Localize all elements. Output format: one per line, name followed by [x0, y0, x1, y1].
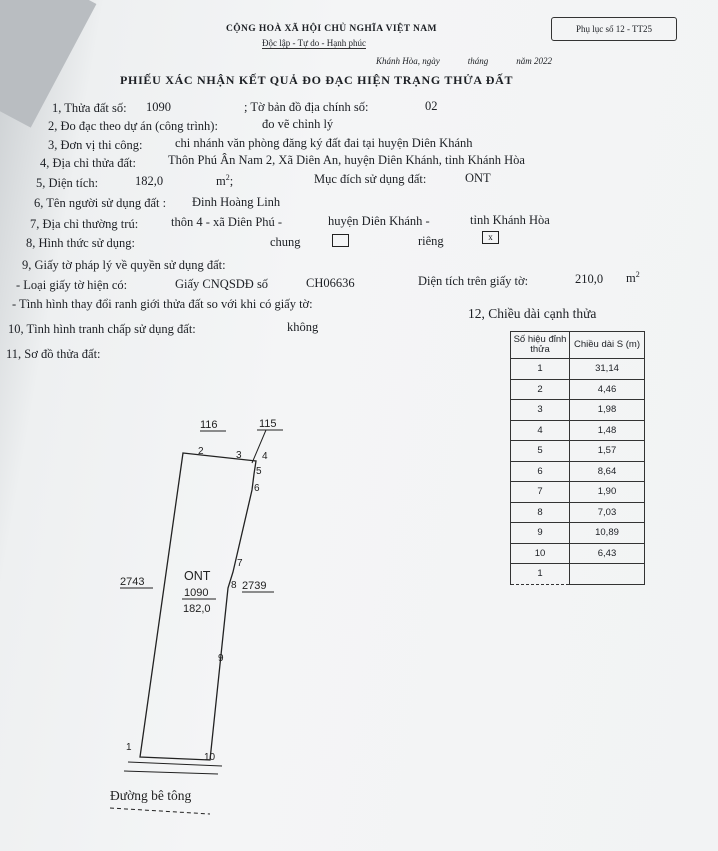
neighbor-115-label: 115: [259, 418, 277, 430]
vertex-3: 3: [236, 450, 242, 461]
doc-area-unit: $m^2$: [626, 270, 640, 286]
vertex-6: 6: [254, 483, 260, 494]
residence-district: huyện Diên Khánh -: [328, 214, 430, 228]
residence-label: 7, Địa chỉ thường trú:: [30, 217, 139, 231]
vertex-8: 8: [231, 580, 237, 591]
doc-area-label: Diện tích trên giấy tờ:: [418, 274, 529, 288]
vertex-cell: 4: [511, 420, 570, 441]
vertex-cell: 8: [511, 502, 570, 523]
area-value: 182,0: [135, 174, 164, 188]
length-cell: 1,48: [570, 420, 645, 441]
vertex-cell: 10: [511, 543, 570, 564]
parcel-number: 1090: [146, 100, 171, 114]
dispute-label: 10, Tình hình tranh chấp sử dụng đất:: [8, 322, 196, 336]
project-value: đo vẽ chỉnh lý: [262, 117, 334, 131]
length-cell: 1,98: [570, 400, 645, 421]
vertex-4: 4: [262, 451, 268, 462]
vertex-2: 2: [198, 446, 204, 457]
boundary-change-label: - Tình hình thay đổi ranh giới thửa đất so với khi có giấy tờ:: [12, 297, 313, 311]
usage-private-checkbox: x: [482, 231, 499, 244]
vertex-cell: 2: [511, 379, 570, 400]
neighbor-2743-label: 2743: [120, 576, 145, 588]
vertex-cell: 1: [511, 359, 570, 380]
project-label: 2, Đo đạc theo dự án (công trình):: [48, 119, 218, 133]
vertex-header: Số hiệu đỉnh thửa: [511, 332, 570, 359]
usage-shared-label: chung: [270, 235, 301, 249]
length-cell: 8,64: [570, 461, 645, 482]
land-use-value: ONT: [465, 171, 491, 185]
parcel-number-label: 1, Thửa đất số:: [52, 101, 127, 115]
parcel-area: 182,0: [183, 603, 211, 615]
length-cell: 10,89: [570, 523, 645, 544]
residence-village: thôn 4 - xã Diên Phú -: [171, 215, 283, 229]
vertex-9: 9: [218, 653, 224, 664]
doc-type-value: Giấy CNQSDĐ số: [175, 277, 269, 291]
residence-province: tỉnh Khánh Hòa: [470, 213, 550, 227]
land-use-label: Mục đích sử dụng đất:: [314, 172, 427, 186]
certificate-number: CH06636: [306, 276, 355, 290]
dispute-value: không: [287, 320, 319, 334]
legal-docs-heading: 9, Giấy tờ pháp lý về quyền sử dụng đất:: [22, 258, 226, 272]
owner-value: Đinh Hoàng Linh: [192, 195, 281, 209]
length-cell: 4,46: [570, 379, 645, 400]
road-label: Đường bê tông: [110, 788, 192, 803]
land-use-code: ONT: [184, 569, 211, 583]
map-sheet-label: ; Tờ bản đồ địa chính số:: [244, 100, 369, 114]
road-underline: [110, 808, 210, 814]
appendix-box: Phụ lục số 12 - TT25: [551, 17, 677, 41]
vertex-cell: 7: [511, 482, 570, 503]
length-header: Chiều dài S (m): [570, 332, 645, 359]
vertex-10: 10: [204, 752, 216, 763]
parcel-address-value: Thôn Phú Ân Nam 2, Xã Diên An, huyện Diên Khánh, tỉnh Khánh Hòa: [168, 153, 525, 167]
usage-form-label: 8, Hình thức sử dụng:: [26, 236, 136, 250]
length-cell: 7,03: [570, 502, 645, 523]
edge-length-heading: 12, Chiều dài cạnh thửa: [468, 306, 597, 321]
neighbor-2739-label: 2739: [242, 580, 267, 592]
usage-private-label: riêng: [418, 234, 444, 248]
length-cell: 31,14: [570, 359, 645, 380]
motto: Độc lập - Tự do - Hạnh phúc: [262, 38, 366, 48]
map-sheet-number: 02: [425, 99, 438, 113]
vertex-cell: 1: [511, 564, 570, 585]
road-edge-2: [124, 771, 218, 774]
date-line: Khánh Hòa, ngày tháng năm 2022: [376, 56, 553, 66]
vertex-cell: 6: [511, 461, 570, 482]
parcel-address-label: 4, Địa chỉ thửa đất:: [40, 156, 136, 170]
vertex-cell: 3: [511, 400, 570, 421]
doc-type-label: - Loại giấy tờ hiện có:: [16, 278, 128, 292]
owner-label: 6, Tên người sử dụng đất :: [34, 196, 167, 210]
vertex-1: 1: [126, 742, 132, 753]
length-cell: 6,43: [570, 543, 645, 564]
length-cell: 1,57: [570, 441, 645, 462]
vertex-7: 7: [237, 558, 243, 569]
country-header: CỘNG HOÀ XÃ HỘI CHỦ NGHĨA VIỆT NAM: [226, 24, 437, 34]
doc-area-value: 210,0: [575, 272, 604, 286]
contractor-label: 3, Đơn vị thi công:: [48, 138, 143, 152]
neighbor-116-label: 116: [200, 419, 218, 431]
length-cell: 1,90: [570, 482, 645, 503]
vertex-cell: 5: [511, 441, 570, 462]
area-label: 5, Diện tích:: [36, 176, 99, 190]
vertex-cell: 9: [511, 523, 570, 544]
document-title: PHIẾU XÁC NHẬN KẾT QUẢ ĐO ĐẠC HIỆN TRẠNG THỬA ĐẤT: [120, 73, 514, 87]
vertex-5: 5: [256, 466, 262, 477]
area-unit: $m^2$;: [216, 173, 234, 189]
contractor-value: chi nhánh văn phòng đăng ký đất đai tại huyện Diên Khánh: [175, 136, 473, 150]
parcel-id: 1090: [184, 587, 209, 599]
diagram-heading: 11, Sơ đồ thửa đất:: [6, 347, 101, 361]
